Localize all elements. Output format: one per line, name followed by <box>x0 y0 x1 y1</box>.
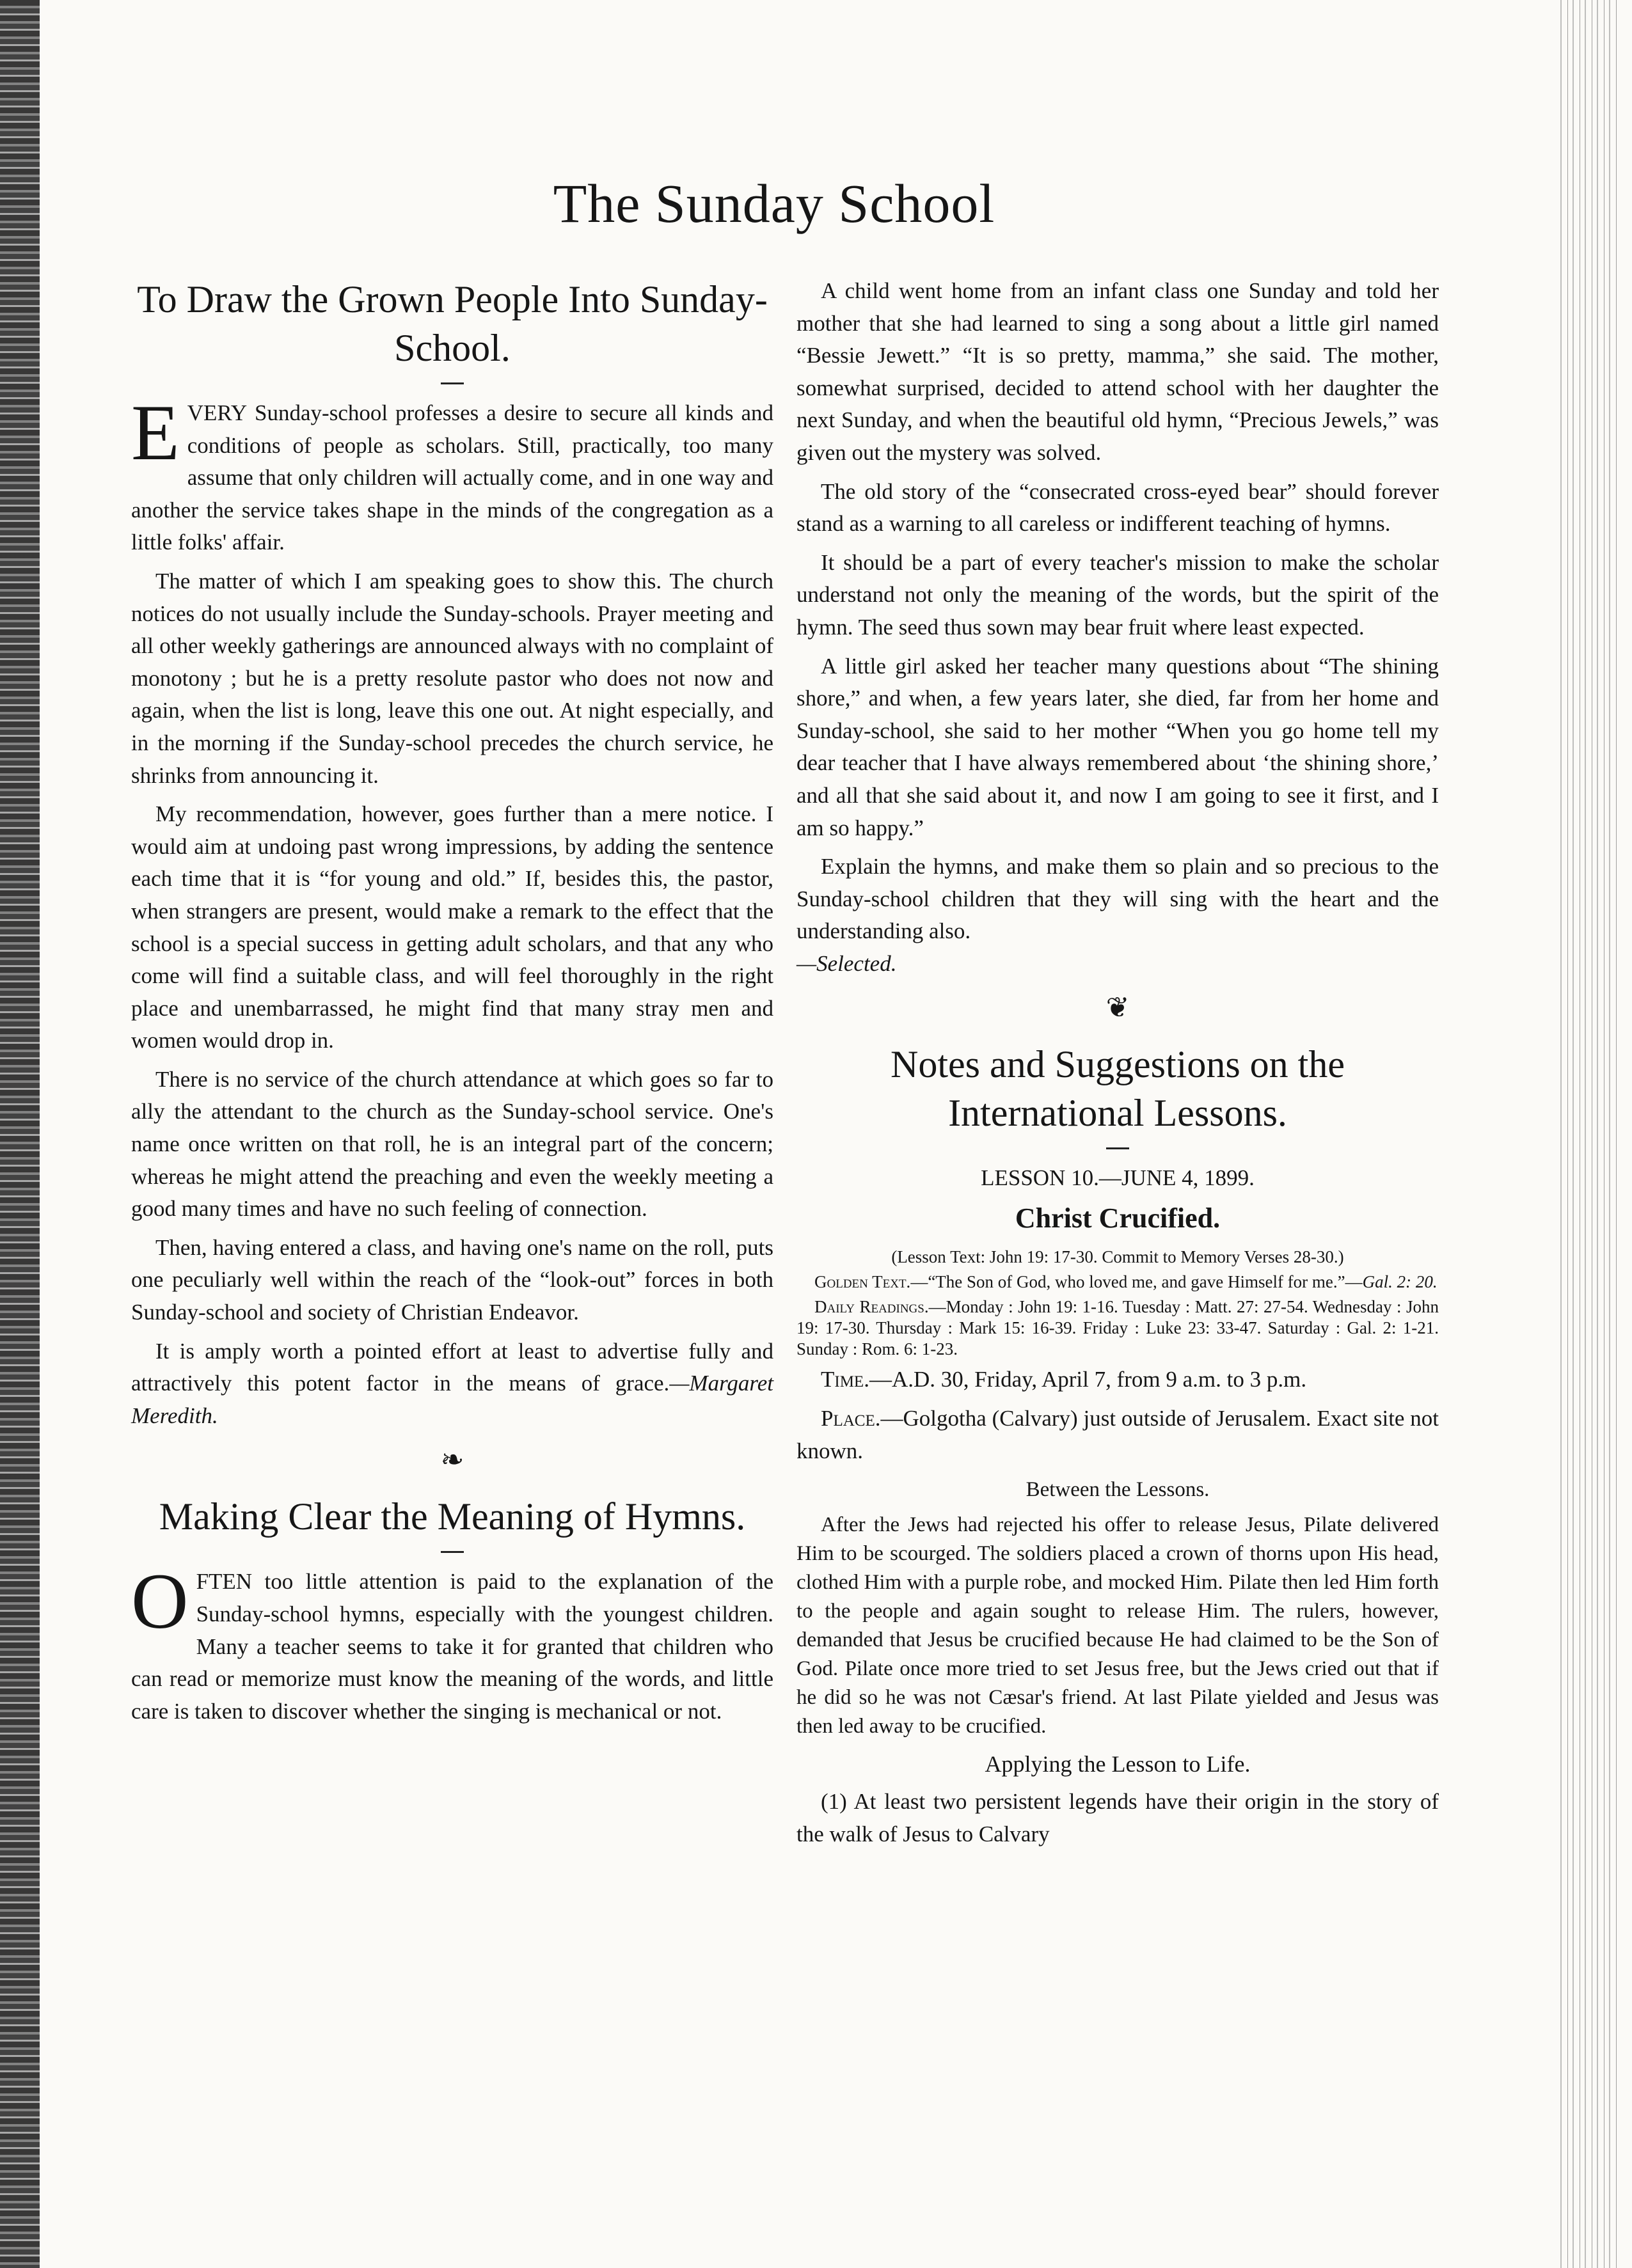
article-heading: Notes and Suggestions on the International Lessons. <box>891 1043 1345 1135</box>
applying-lesson-text: (1) At least two persistent legends have their origin in the story of the walk of Jesus to Calvary <box>796 1789 1439 1847</box>
paragraph: A child went home from an infant class one Sunday and told her mother that she had learned to sing a song about a little girl named “Bessie Jewett.” “It is so pretty, mamma,” she said. The mother, somewhat surprised, decided to attend school with her daughter the next Sunday, and when the beautiful old hymn, “Precious Jewels,” was given out the mystery was solved. <box>796 278 1439 465</box>
left-column <box>131 275 773 1734</box>
golden-text-label: Golden Text. <box>814 1272 911 1292</box>
article-hymns <box>131 1492 773 1728</box>
paragraph: Then, having entered a class, and having one's name on the roll, puts one peculiarly well within the reach of the “look-out” forces in both Sunday-school and society of Christian Endeavor. <box>131 1234 773 1325</box>
golden-text-ref: Gal. 2: 20. <box>1362 1272 1438 1292</box>
author-signature: —Selected. <box>796 950 897 976</box>
paragraph-text: It is amply worth a pointed effort at least to advertise fully and attractively this potent factor in the means of grace. <box>131 1338 773 1396</box>
right-column <box>796 275 1439 1857</box>
paragraph-text: too little attention is paid to the explanation of the Sunday-school hymns, especially with the youngest children. Many a teacher seems to take it for granted that children who can read or memorize must know the meaning of the words, and little care is taken to discover whether the singing is mechanical or not. <box>131 1569 773 1724</box>
paragraph <box>796 851 1439 980</box>
paragraph: My recommendation, however, goes further than a mere notice. I would aim at undoing past wrong impressions, by adding the sentence each time that it is “for young and old.” If, besides this, the pastor, when strangers are present, would make a remark to the effect that the school is a special success in getting adult scholars, and that any who come will find a suitable class, and will feel thoroughly in the right place and unembarrassed, he might find that many stray men and women would drop in. <box>131 801 773 1053</box>
lesson-place <box>796 1403 1439 1467</box>
lesson-title: Christ Crucified. <box>1015 1202 1221 1234</box>
article-heading: To Draw the Grown People Into Sunday-School. <box>137 278 768 369</box>
between-lessons-text: After the Jews had rejected his offer to release Jesus, Pilate delivered Him to be scourged. The soldiers placed a crown of thorns upon His head, clothed Him with a purple robe, and mocked Him. Pilate then led Him forth to the people and again sought to release Him. The rulers, however, demanded that Jesus be crucified because He had claimed to be the Son of God. Pilate once more tried to set Jesus free, but the Jews cried out that if he did so he was not Cæsar's friend. At last Pilate yielded and Jesus was then led away to be crucified. <box>796 1513 1439 1738</box>
between-lessons-heading: Between the Lessons. <box>1026 1478 1210 1502</box>
paragraph: The old story of the “consecrated cross-eyed bear” should forever stand as a warning to all careless or indifferent teaching of hymns. <box>796 478 1439 537</box>
ornament-fleuron-icon: ❧ <box>440 1444 464 1476</box>
lead-word: VERY <box>187 400 248 425</box>
divider <box>1106 1147 1129 1149</box>
paragraph-text: Sunday-school professes a desire to secure all kinds and conditions of people as scholars. Still, practically, too many assume that only children will actually come, and in one way and another the service takes shape in the minds of the congregation as a little folks' affair. <box>131 400 773 555</box>
lesson-time <box>796 1364 1439 1396</box>
paragraph <box>131 1335 773 1433</box>
daily-readings-label: Daily Readings. <box>814 1297 929 1317</box>
paragraph: There is no service of the church attendance at which goes so far to ally the attendant to the church as the Sunday-school service. One's name once written on that roll, he is an integral part of the concern; whereas he might attend the preaching and even the weekly meeting a good many times and have no such feeling of connection. <box>131 1066 773 1222</box>
article-heading: Making Clear the Meaning of Hymns. <box>159 1495 746 1538</box>
golden-text <box>796 1272 1439 1293</box>
paragraph: A little girl asked her teacher many questions about “The shining shore,” and when, a few years later, she died, far from her home and Sunday-school, she said to her mother “When you go home tell my dear teacher that I have always remembered about ‘the shining shore,’ and all that she said about it, and now I am going to see it first, and I am so happy.” <box>796 653 1439 840</box>
place-label: Place. <box>821 1406 881 1431</box>
article-hymns-continued <box>796 275 1439 980</box>
time-label: Time. <box>821 1367 869 1392</box>
daily-readings-body: —Monday : John 19: 1-16. Tuesday : Matt. 27: 27-54. Wednesday : John 19: 17-30. Thursday : Mark 15: 16-39. Friday : Luke 23: 33-47. Saturday : Gal. 2: 1-21. Sunday : Rom. 6: 1-23. <box>796 1297 1439 1359</box>
author-signature: —Margaret Meredith. <box>131 1371 773 1428</box>
article-grown-people <box>131 275 773 1432</box>
scan-edge-left <box>0 0 40 2268</box>
scan-edge-right <box>1556 0 1620 2268</box>
drop-cap: O <box>131 1557 189 1646</box>
drop-cap: E <box>131 389 180 476</box>
divider <box>441 1551 464 1553</box>
paragraph: It should be a part of every teacher's mission to make the scholar understand not only the meaning of the words, but the spirit of the hymn. The seed thus sown may bear fruit where least expected. <box>796 549 1439 640</box>
paragraph <box>131 389 773 559</box>
place-text: —Golgotha (Calvary) just outside of Jerusalem. Exact site not known. <box>796 1406 1439 1463</box>
page-title: The Sunday School <box>553 173 995 234</box>
paragraph: The matter of which I am speaking goes to show this. The church notices do not usually include the Sunday-schools. Prayer meeting and all other weekly gatherings are announced always with no complaint of monotony ; but he is a pretty resolute pastor who does not now and again, when the list is long, leave this one out. At night especially, and in the morning if the Sunday-school precedes the church service, he shrinks from announcing it. <box>131 568 773 788</box>
daily-readings <box>796 1296 1439 1360</box>
paragraph-text: Explain the hymns, and make them so plain and so precious to the Sunday-school children that they will sing with the heart and the understanding also. <box>796 854 1439 944</box>
article-lessons <box>796 1040 1439 1850</box>
lesson-text-note: (Lesson Text: John 19: 17-30. Commit to Memory Verses 28-30.) <box>891 1247 1344 1267</box>
golden-text-body: —“The Son of God, who loved me, and gave Himself for me.”— <box>910 1272 1363 1292</box>
ornament-fleuron-icon: ❦ <box>1105 992 1130 1024</box>
lesson-number: LESSON 10.—JUNE 4, 1899. <box>981 1165 1255 1191</box>
applying-lesson-heading: Applying the Lesson to Life. <box>985 1751 1251 1777</box>
lead-word: FTEN <box>196 1569 253 1595</box>
time-text: —A.D. 30, Friday, April 7, from 9 a.m. to 3 p.m. <box>869 1367 1307 1392</box>
divider <box>441 382 464 384</box>
paragraph <box>131 1557 773 1728</box>
